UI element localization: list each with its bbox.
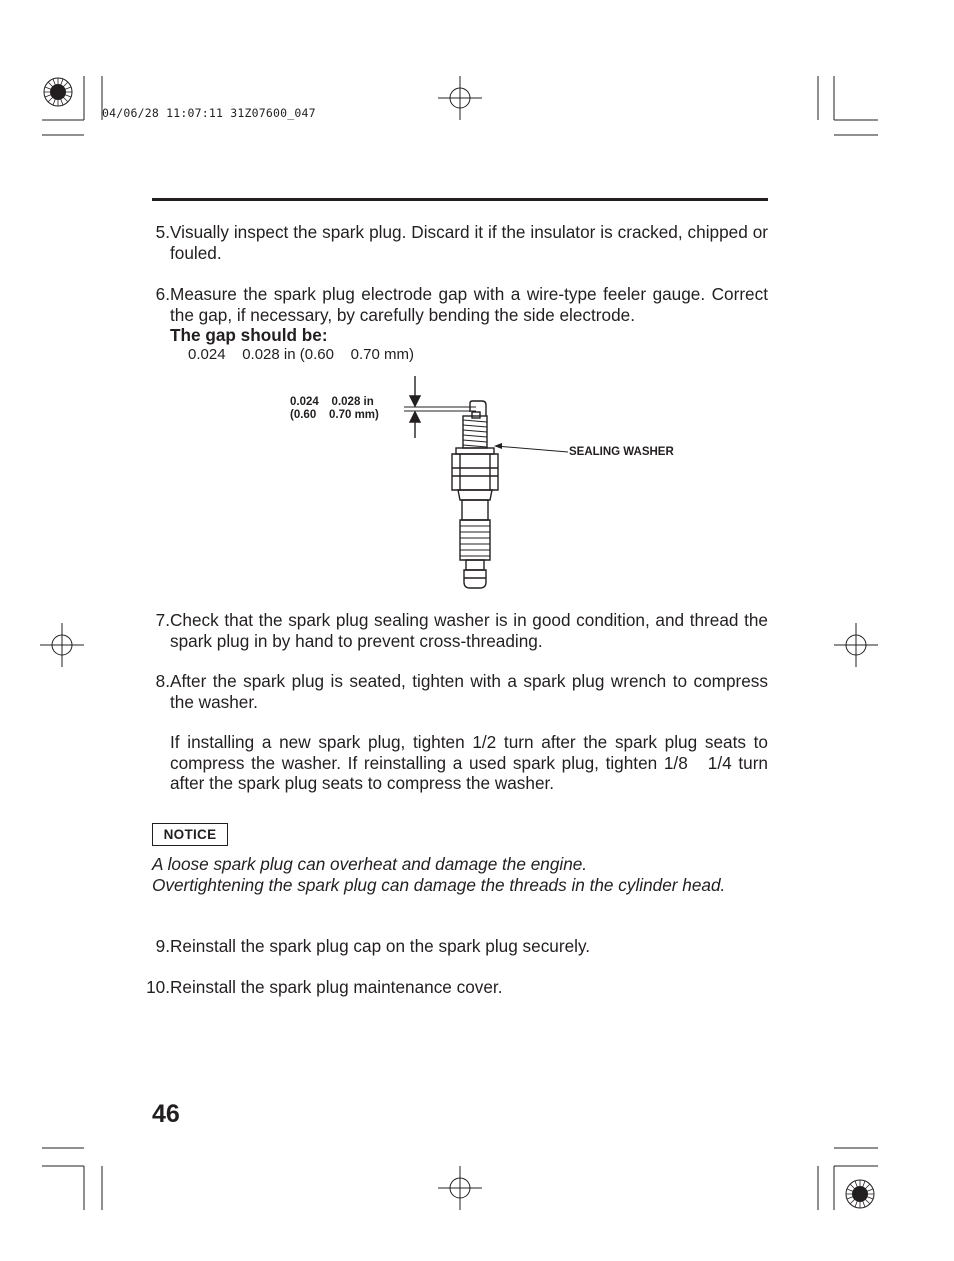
gap-spec-value: 0.024 0.028 in (0.60 0.70 mm) — [188, 346, 414, 363]
sealing-washer-label: SEALING WASHER — [569, 446, 674, 458]
notice-line-1: A loose spark plug can overheat and damage the engine. — [152, 854, 588, 874]
step-number: 6. — [155, 284, 170, 304]
step-text: Reinstall the spark plug maintenance cover. — [170, 977, 503, 997]
notice-badge: NOTICE — [152, 823, 228, 846]
step-number: 8. — [155, 671, 170, 691]
notice-line-2: Overtightening the spark plug can damage the threads in the cylinder head. — [152, 875, 726, 895]
gap-label-mm: (0.60 0.70 mm) — [290, 409, 379, 421]
step-number: 10. — [146, 977, 170, 997]
step-text: Visually inspect the spark plug. Discard it if the insulator is cracked, chipped or fouled. — [170, 222, 768, 263]
gap-label-inches: 0.024 0.028 in — [290, 396, 374, 408]
gap-spec-label: The gap should be: — [170, 325, 328, 345]
step-text: After the spark plug is seated, tighten with a spark plug wrench to compress the washer. — [170, 671, 768, 712]
step-number: 5. — [155, 222, 170, 242]
step-number: 9. — [155, 936, 170, 956]
page-number: 46 — [152, 1100, 180, 1128]
step-8-detail: If installing a new spark plug, tighten 1/2 turn after the spark plug seats to compress the washer. If reinstalling a used spark plug, tighten 1/8 1/4 turn after the spark plug seats to compress the washer. — [170, 732, 773, 793]
print-stamp: 04/06/28 11:07:11 31Z07600_047 — [102, 106, 316, 120]
step-text: Check that the spark plug sealing washer is in good condition, and thread the spark plug in by hand to prevent cross-threading. — [170, 610, 768, 651]
step-text: Reinstall the spark plug cap on the spark plug securely. — [170, 936, 591, 956]
step-number: 7. — [155, 610, 170, 630]
header-rule — [152, 198, 768, 201]
step-text: Measure the spark plug electrode gap with a wire-type feeler gauge. Correct the gap, if necessary, by carefully bending the side electrode. — [170, 284, 768, 325]
